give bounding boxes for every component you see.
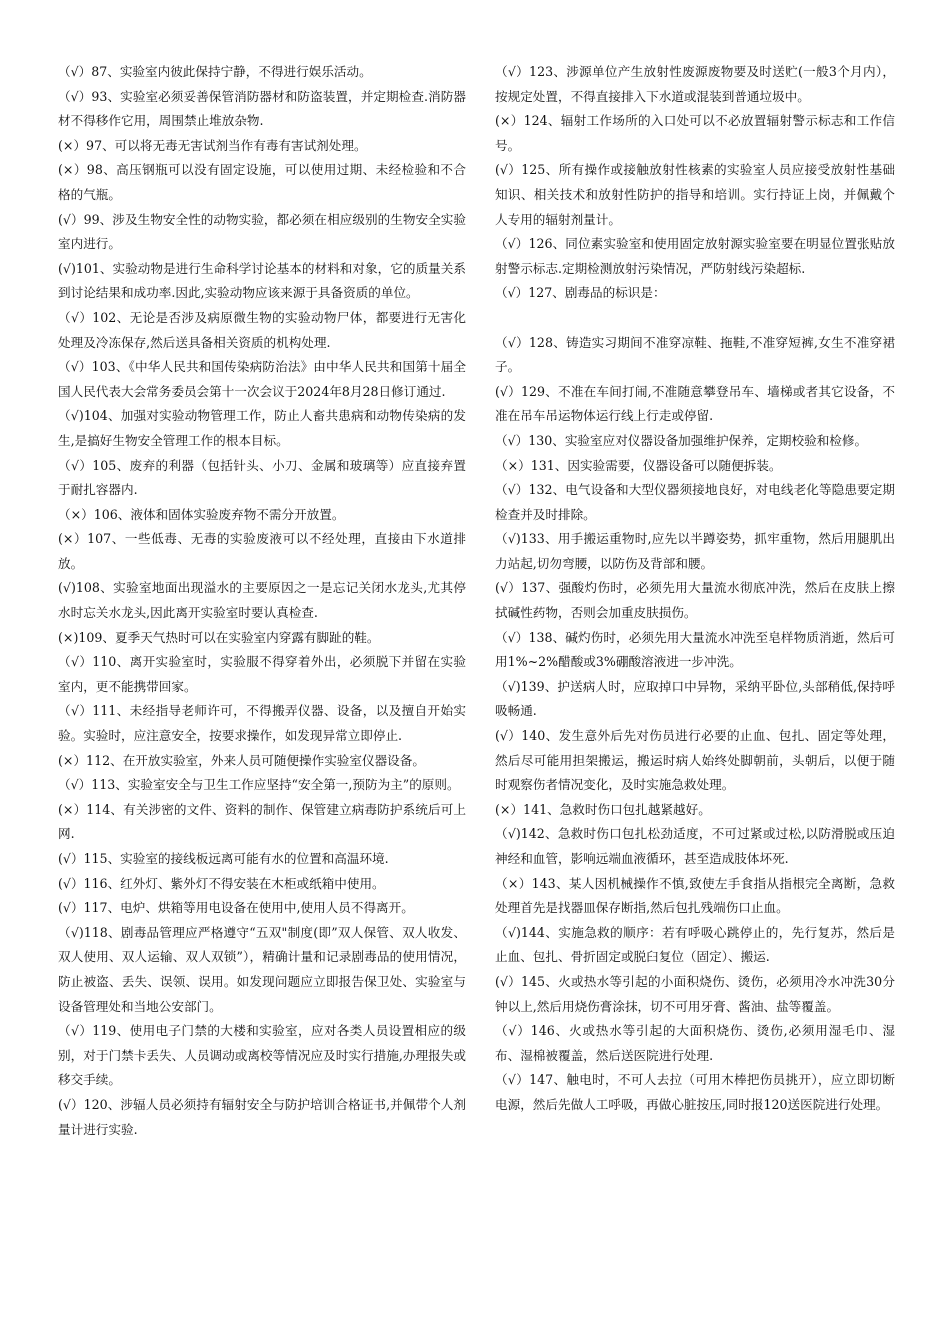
question-item: （√）105、废弃的利器（包括针头、小刀、金属和玻璃等）应直接弃置于耐扎容器内. [58, 457, 466, 498]
question-item: （√）128、铸造实习期间不准穿凉鞋、拖鞋,不准穿短裤,女生不准穿裙子。 [495, 334, 895, 375]
question-item: （√）110、离开实验室时，实验服不得穿着外出，必须脱下并留在实验室内，更不能携带回家。 [58, 654, 466, 694]
right-column [495, 60, 895, 1118]
question-item: (√)101、实验动物是进行生命科学讨论基本的材料和对象，它的质量关系到讨论结果和成功率.因此,实验动物应该来源于具备资质的单位。 [58, 260, 466, 301]
question-item: （√)118、剧毒品管理应严格遵守“五双"制度(即”双人保管、双人收发、双人使用、双人运输、双人双锁”），精确计量和记录剧毒品的使用情况，防止被盗、丢失、误领、误用。如发现问题应立即报告保卫处、实验室与设备管理处和当地公安部门。 [58, 924, 466, 1014]
question-item: （√）123、涉源单位产生放射性废源废物要及时送贮(一般3个月内），按规定处置，不得直接排入下水道或混装到普通垃圾中。 [495, 64, 895, 104]
question-item: (√）99、涉及生物安全性的动物实验，都必须在相应级别的生物安全实验室内进行。 [58, 211, 466, 252]
question-item: （×）143、某人因机械操作不慎,致使左手食指从指根完全离断，急救处理首先是找器皿保存断指,然后包扎残端伤口止血。 [495, 875, 895, 916]
question-item: （√）126、同位素实验室和使用固定放射源实验室要在明显位置张贴放射警示标志.定期检测放射污染情况，严防射线污染超标. [495, 236, 895, 276]
question-item: (×）97、可以将无毒无害试剂当作有毒有害试剂处理。 [58, 137, 367, 153]
question-item: （√）127、剧毒品的标识是： [495, 285, 666, 301]
question-item: （×）131、因实验需要，仪器设备可以随便拆装。 [495, 457, 782, 473]
question-item: （√）130、实验室应对仪器设备加强维护保养，定期校验和检修。 [495, 432, 868, 448]
question-item: （×）106、液体和固体实验废弃物不需分开放置。 [58, 506, 345, 522]
question-item: (×)109、夏季天气热时可以在实验室内穿露有脚趾的鞋。 [58, 629, 380, 645]
question-item: (×）114、有关涉密的文件、资料的制作、保管建立病毒防护系统后可上网. [58, 801, 466, 842]
question-item: (×）141、急救时伤口包扎越紧越好。 [495, 801, 711, 817]
question-item: （√)139、护送病人时，应取掉口中异物，采纳平卧位,头部稍低,保持呼吸畅通. [495, 678, 895, 719]
question-item: （√）132、电气设备和大型仪器须接地良好，对电线老化等隐患要定期检查并及时排除。 [495, 482, 895, 522]
question-item: (√）125、所有操作或接触放射性核素的实验室人员应接受放射性基础知识、相关技术和放射性防护的指导和培训。实行持证上岗，并佩戴个人专用的辐射剂量计。 [495, 162, 895, 227]
question-item: （√）119、使用电子门禁的大楼和实验室，应对各类人员设置相应的级别，对于门禁卡丢失、人员调动或离校等情况应及时实行措施,办理报失或移交手续。 [58, 1023, 466, 1088]
question-item: (×）98、高压钢瓶可以没有固定设施，可以使用过期、未经检验和不合格的气瓶。 [58, 162, 466, 202]
question-item: （√）147、触电时，不可人去拉（可用木棒把伤员挑开），应立即切断电源，然后先做人工呼吸，再做心脏按压,同时报120送医院进行处理。 [495, 1072, 895, 1112]
question-item: （√）138、碱灼伤时，必须先用大量流水冲洗至皂样物质消逝，然后可用1%~2%醋酸或3%硼酸溶液进一步冲洗。 [495, 629, 895, 670]
question-item: (√）115、实验室的接线板远离可能有水的位置和高温环境. [58, 851, 389, 866]
question-item: (×）112、在开放实验室，外来人员可随便操作实验室仪器设备。 [58, 752, 425, 768]
question-item: （√）103、《中华人民共和国传染病防治法》由中华人民共和国第十届全国人民代表大会常务委员会第十一次会议于2024年8月28日修订通过. [58, 359, 466, 399]
question-item: (√）117、电炉、烘箱等用电设备在使用中,使用人员不得离开。 [58, 900, 414, 916]
question-item: （√）146、火或热水等引起的大面积烧伤、烫伤,必须用湿毛巾、湿布、湿棉被覆盖，然后送医院进行处理. [495, 1023, 895, 1063]
question-item: (×）124、辐射工作场所的入口处可以不必放置辐射警示标志和工作信号。 [495, 113, 895, 153]
question-item: (√）145、火或热水等引起的小面积烧伤、烫伤，必须用冷水冲洗30分钟以上,然后用烧伤膏涂抹，切不可用牙膏、酱油、盐等覆盖。 [495, 973, 895, 1014]
question-item: (√）129、不准在车间打闹,不准随意攀登吊车、墙梯或者其它设备，不准在吊车吊运物体运行线上行走或停留. [495, 383, 895, 424]
question-item: （√)144、实施急救的顺序：若有呼吸心跳停止的，先行复苏，然后是止血、包扎、骨折固定或脱臼复位（固定）、搬运. [495, 924, 895, 965]
question-item: （√）102、无论是否涉及病原微生物的实验动物尸体，都要进行无害化处理及冷冻保存,然后送具备相关资质的机构处理. [58, 309, 466, 350]
question-item: （√）93、实验室必须妥善保管消防器材和防盗装置，并定期检查.消防器材不得移作它用，周围禁止堆放杂物. [58, 88, 466, 129]
question-item: (√）116、红外灯、紫外灯不得安装在木柜或纸箱中使用。 [58, 875, 385, 891]
question-item: (√）140、发生意外后先对伤员进行必要的止血、包扎、固定等处理，然后尽可能用担架搬运，搬运时病人始终处脚朝前，头朝后，以便于随时观察伤者情况变化，及时实施急救处理。 [495, 728, 895, 793]
question-item: （√)133、用手搬运重物时,应先以半蹲姿势，抓牢重物，然后用腿肌出力站起,切勿弯腰，以防伤及背部和腰。 [495, 531, 895, 571]
question-item: （√）111、未经指导老师许可，不得搬弄仪器、设备，以及擅自开始实验。实验时，应注意安全，按要求操作，如发现异常立即停止. [58, 703, 466, 744]
question-item: (√）120、涉辐人员必须持有辐射安全与防护培训合格证书,并佩带个人剂量计进行实验. [58, 1096, 466, 1137]
question-item: （√）113、实验室安全与卫生工作应坚持“安全第一,预防为主”的原则。 [58, 777, 460, 793]
question-item: （√)142、急救时伤口包扎松劲适度，不可过紧或过松,以防滑脱或压迫神经和血管，影响远端血液循环，甚至造成肢体坏死. [495, 826, 895, 866]
question-item: (×）107、一些低毒、无毒的实验废液可以不经处理，直接由下水道排放。 [58, 531, 466, 571]
left-column [58, 60, 466, 1142]
question-item: (√)108、实验室地面出现溢水的主要原因之一是忘记关闭水龙头,尤其停水时忘关水龙头,因此离开实验室时要认真检查. [58, 580, 466, 621]
question-item: (√）137、强酸灼伤时，必须先用大量流水彻底冲洗，然后在皮肤上擦拭碱性药物，否则会加重皮肤损伤。 [495, 580, 895, 621]
question-item: （√)104、加强对实验动物管理工作，防止人畜共患病和动物传染病的发生,是搞好生物安全管理工作的根本目标。 [58, 408, 466, 448]
question-item: （√）87、实验室内彼此保持宁静，不得进行娱乐活动。 [58, 64, 372, 79]
